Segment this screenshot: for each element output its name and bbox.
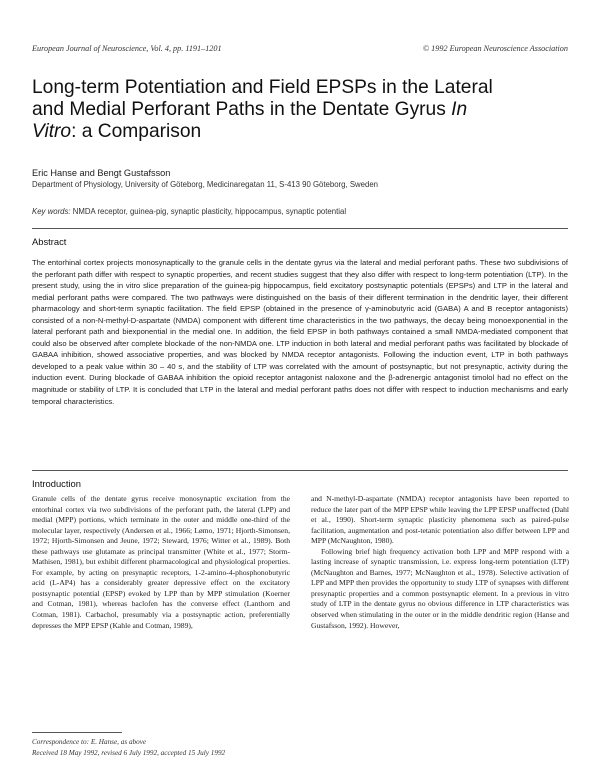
title-vitro-italic: Vitro <box>32 121 72 142</box>
keywords-text: NMDA receptor, guinea-pig, synaptic plasticity, hippocampus, synaptic potential <box>72 207 347 216</box>
divider-top <box>32 228 568 229</box>
title-line-1: Long-term Potentiation and Field EPSPs in the Lateral <box>32 77 493 98</box>
intro-right-column <box>311 494 569 631</box>
copyright-notice: © 1992 European Neuroscience Association <box>422 44 568 53</box>
introduction-heading: Introduction <box>32 478 81 489</box>
abstract-text: The entorhinal cortex projects monosynaptically to the granule cells in the dentate gyrus via the lateral and medial perforant paths. These two subdivisions of the perforant path differ with respect to synaptic properties, and recent studies suggest that they also differ with respect to long-term potentiation (LTP). In the present study, using the in vitro slice preparation of the guinea-pig hippocampus, field excitatory postsynaptic potentials (EPSPs) and LTP in the lateral and medial perforant paths were compared. The two pathways were distinguished on the basis of their different termination in the dendritic layer, their different pharmacology and short-term synaptic facilitation. The field EPSP (obtained in the presence of γ-aminobutyric acid (GABA) A and B receptor antagonists) consisted of a non-N-methyl-D-aspartate (NMDA) component with different time characteristics in the two pathways, the decay being monoexponential in the lateral perforant path and biexponential in the medial one. In addition, the field EPSP in both pathways contained a small NMDA-mediated component that could also be observed after complete blockade of the non-NMDA one. LTP induction in both lateral and medial perforant paths was facilitated by blockade of GABAA inhibition, showed associative properties, and was blocked by NMDA receptor antagonists. Following the induction event, LTP in both pathways developed to a peak value within 30 – 40 s, and the stability of LTP was correlated with the amount of postsynaptic, but not presynaptic, activity during the induction event. During blockade of GABAA inhibition the opioid receptor antagonist naloxone and the β-adrenergic antagonist timolol had no effect on the magnitude or stability of LTP. It is concluded that LTP in the lateral and medial perforant paths does not differ with respect to induction mechanisms and early temporal characteristics. <box>32 258 568 406</box>
abstract-heading: Abstract <box>32 236 67 247</box>
keywords-label: Key words: <box>32 207 71 216</box>
title-line-2: and Medial Perforant Paths in the Dentate Gyrus <box>32 99 446 120</box>
divider-mid <box>32 470 568 471</box>
keywords <box>32 207 346 216</box>
intro-left-column <box>32 494 290 631</box>
title-in-italic: In <box>451 99 468 120</box>
title-rest: : a Comparison <box>71 121 202 142</box>
intro-paragraph-1: Granule cells of the dentate gyrus receive monosynaptic excitation from the entorhinal cortex via two subdivisions of the perforant path, the lateral (LPP) and medial (MPP) portions, which terminate in the outer and middle one-third of the molecular layer, respectively (Andersen et al., 1966; Lømo, 1971; Hjorth-Simonsen, 1972; Hjorth-Simonsen and Jeune, 1972; Steward, 1976; Witter et al., 1989). Both these pathways use glutamate as principal transmitter (White et al., 1977; Storm-Mathisen, 1981), but exhibit different pharmacological and physiological properties. For example, by acting on presynaptic receptors, 1-2-amino-4-phosphonobutyric acid (L-AP4) has a considerably greater depressive effect on the excitatory postsynaptic potential (EPSP) evoked by LPP than by MPP stimulation (Koerner and Cotman, 1981), whereas baclofen has the converse effect (Lanthorn and Cotman, 1981). Carbachol, presumably via a postsynaptic action, preferentially depresses the MPP EPSP (Kahle and Cotman, 1989), <box>32 494 290 630</box>
correspondence-note: Correspondence to: E. Hanse, as above <box>32 738 147 746</box>
journal-citation: European Journal of Neuroscience, Vol. 4, pp. 1191–1201 <box>32 44 222 53</box>
running-head <box>32 44 568 53</box>
footnote-divider <box>32 732 122 733</box>
authors: Eric Hanse and Bengt Gustafsson <box>32 168 171 178</box>
received-dates: Received 18 May 1992, revised 6 July 1992, accepted 15 July 1992 <box>32 749 226 757</box>
intro-paragraph-2: and N-methyl-D-aspartate (NMDA) receptor antagonists have been reported to reduce the later part of the MPP EPSP while leaving the LPP EPSP unaffected (Dahl et al., 1990). Short-term synaptic plasticity phenomena such as paired-pulse facilitation, augmentation and post-tetanic potentiation also differ between LPP and MPP (McNaughton, 1980). <box>311 494 569 546</box>
footnotes <box>32 737 225 759</box>
intro-paragraph-3: Following brief high frequency activation both LPP and MPP respond with a lasting increase of synaptic transmission, i.e. express long-term potentiation (LTP) (McNaughton and Barnes, 1977; McNaughton et al., 1978). Selective activation of LPP and MPP then provides the opportunity to study LTP of synapses with different presynaptic properties and a common postsynaptic element. In a previous in vitro study of LTP in the dentate gyrus no obvious difference in LTP characteristics was observed when stimulating in the outer or in the middle dendritic region (Hanse and Gustafsson, 1992). However, <box>311 546 569 630</box>
paper-title <box>32 77 562 143</box>
affiliation: Department of Physiology, University of Göteborg, Medicinaregatan 11, S-413 90 Göteborg, Sweden <box>32 180 378 189</box>
